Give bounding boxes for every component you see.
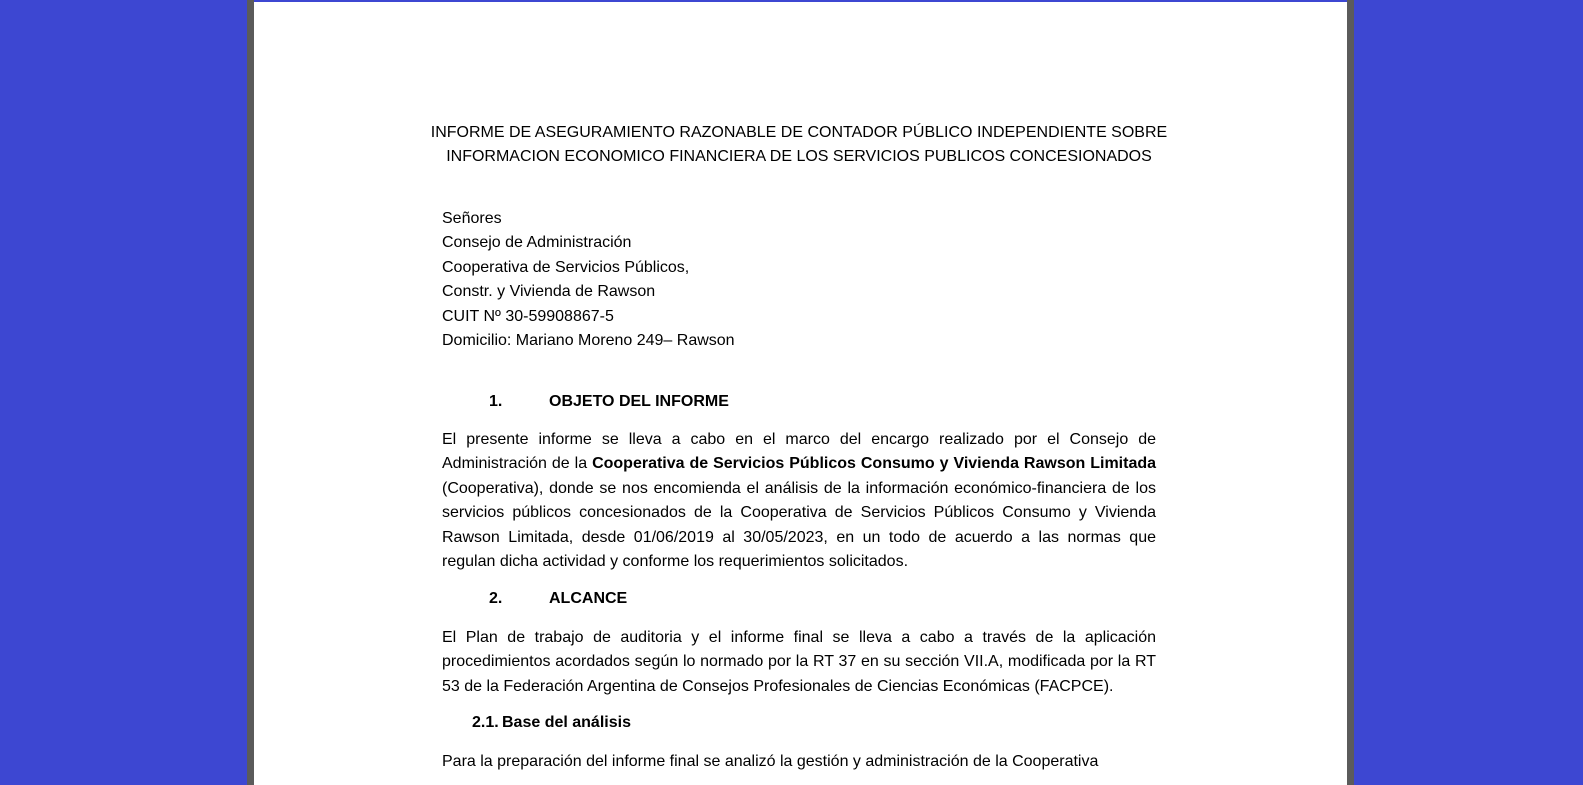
section-2-heading — [489, 588, 628, 610]
section-2-1-number: 2.1. — [472, 714, 499, 731]
section-1-paragraph — [442, 428, 1156, 574]
report-title-line-2: INFORMACION ECONOMICO FINANCIERA DE LOS SERVICIOS PUBLICOS CONCESIONADOS — [446, 148, 1152, 165]
document-page — [254, 2, 1347, 785]
section-2-1-paragraph: Para la preparación del informe final se analizó la gestión y administración de la Cooperativa — [442, 753, 1099, 770]
section-1-text-a: El presente informe se lleva a cabo en el marco del encargo realizado por el Consejo de Administración de la — [442, 431, 1156, 473]
section-2-1-heading — [472, 712, 631, 734]
addressee-line-5: Domicilio: Mariano Moreno 249– Rawson — [442, 332, 735, 350]
page-border-right — [1347, 0, 1354, 785]
section-1-number: 1. — [489, 393, 503, 410]
section-1-heading — [489, 391, 729, 413]
addressee-block — [442, 207, 1156, 353]
section-1-text-bold: Cooperativa de Servicios Públicos Consumo y Vivienda Rawson Limitada — [592, 455, 1157, 473]
report-title — [382, 121, 1216, 169]
section-2-title: ALCANCE — [549, 590, 628, 607]
section-1-title: OBJETO DEL INFORME — [549, 393, 729, 410]
addressee-line-3: Constr. y Vivienda de Rawson — [442, 283, 656, 301]
addressee-line-4: CUIT Nº 30-59908867-5 — [442, 307, 614, 325]
addressee-salutation: Señores — [442, 210, 502, 227]
section-2-number: 2. — [489, 590, 503, 607]
section-1-text-b: (Cooperativa), donde se nos encomienda el análisis de la información económico-financiera de los servicios públicos concesionados de la Cooperativa de Servicios Públicos Consumo y Vivienda Rawson Limitada, desde 01/06/2019 al 30/05/2023, en un todo de acuerdo a las normas que regulan dicha actividad y conforme los requerimientos solicitados. — [442, 479, 1156, 571]
section-2-paragraph: El Plan de trabajo de auditoria y el informe final se lleva a cabo a través de la aplicación procedimientos acordados según lo normado por la RT 37 en su sección VII.A, modificada por la RT 53 de la Federación Argentina de Consejos Profesionales de Ciencias Económicas (FACPCE). — [442, 629, 1156, 695]
page-border-left — [247, 0, 254, 785]
section-2-1-title: Base del análisis — [502, 714, 631, 731]
addressee-line-2: Cooperativa de Servicios Públicos, — [442, 258, 690, 276]
report-title-line-1: INFORME DE ASEGURAMIENTO RAZONABLE DE CONTADOR PÚBLICO INDEPENDIENTE SOBRE — [430, 124, 1168, 141]
addressee-line-1: Consejo de Administración — [442, 234, 632, 252]
